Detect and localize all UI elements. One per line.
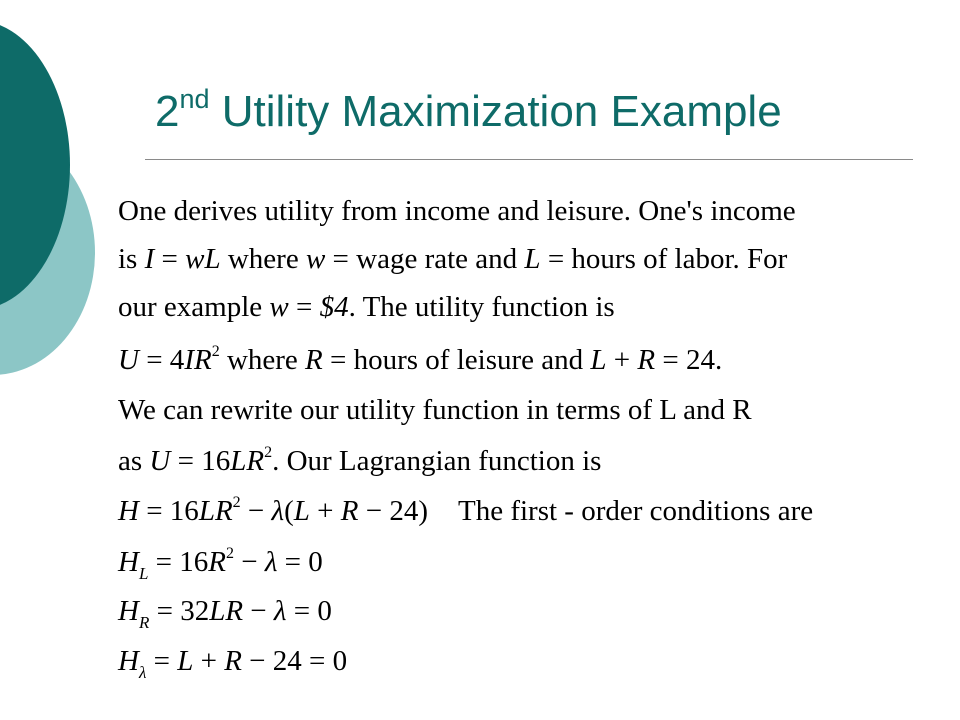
equation-rewritten-utility: as $U = 16LR^2$. Our Lagrangian function is <box>118 444 602 477</box>
text-line-2: is I = wL where w = wage rate and L = hours of labor. For <box>118 243 788 275</box>
equation-lagrangian: $H = 16LR^2 - \lambda(L + R - 24)$ The first - order conditions are <box>118 494 814 527</box>
equation-utility: $U = 4IR^2$ where R = hours of leisure and L + R = 24. <box>118 343 723 376</box>
equation-foc-lambda: $H_\lambda = L + R - 24 = 0$ <box>118 645 348 682</box>
equation-foc-r: $H_R = 32LR - \lambda = 0$ <box>118 595 332 632</box>
title-divider <box>145 159 913 160</box>
text-line-5: We can rewrite our utility function in terms of L and R <box>118 394 752 426</box>
text-line-3: our example w = $4. The utility function is <box>118 291 615 323</box>
slide-title: 2nd Utility Maximization Example <box>155 84 782 136</box>
text-line-1: One derives utility from income and leisure. One's income <box>118 195 796 227</box>
equation-foc-l: $H_L = 16R^2 - \lambda = 0$ <box>118 545 323 583</box>
